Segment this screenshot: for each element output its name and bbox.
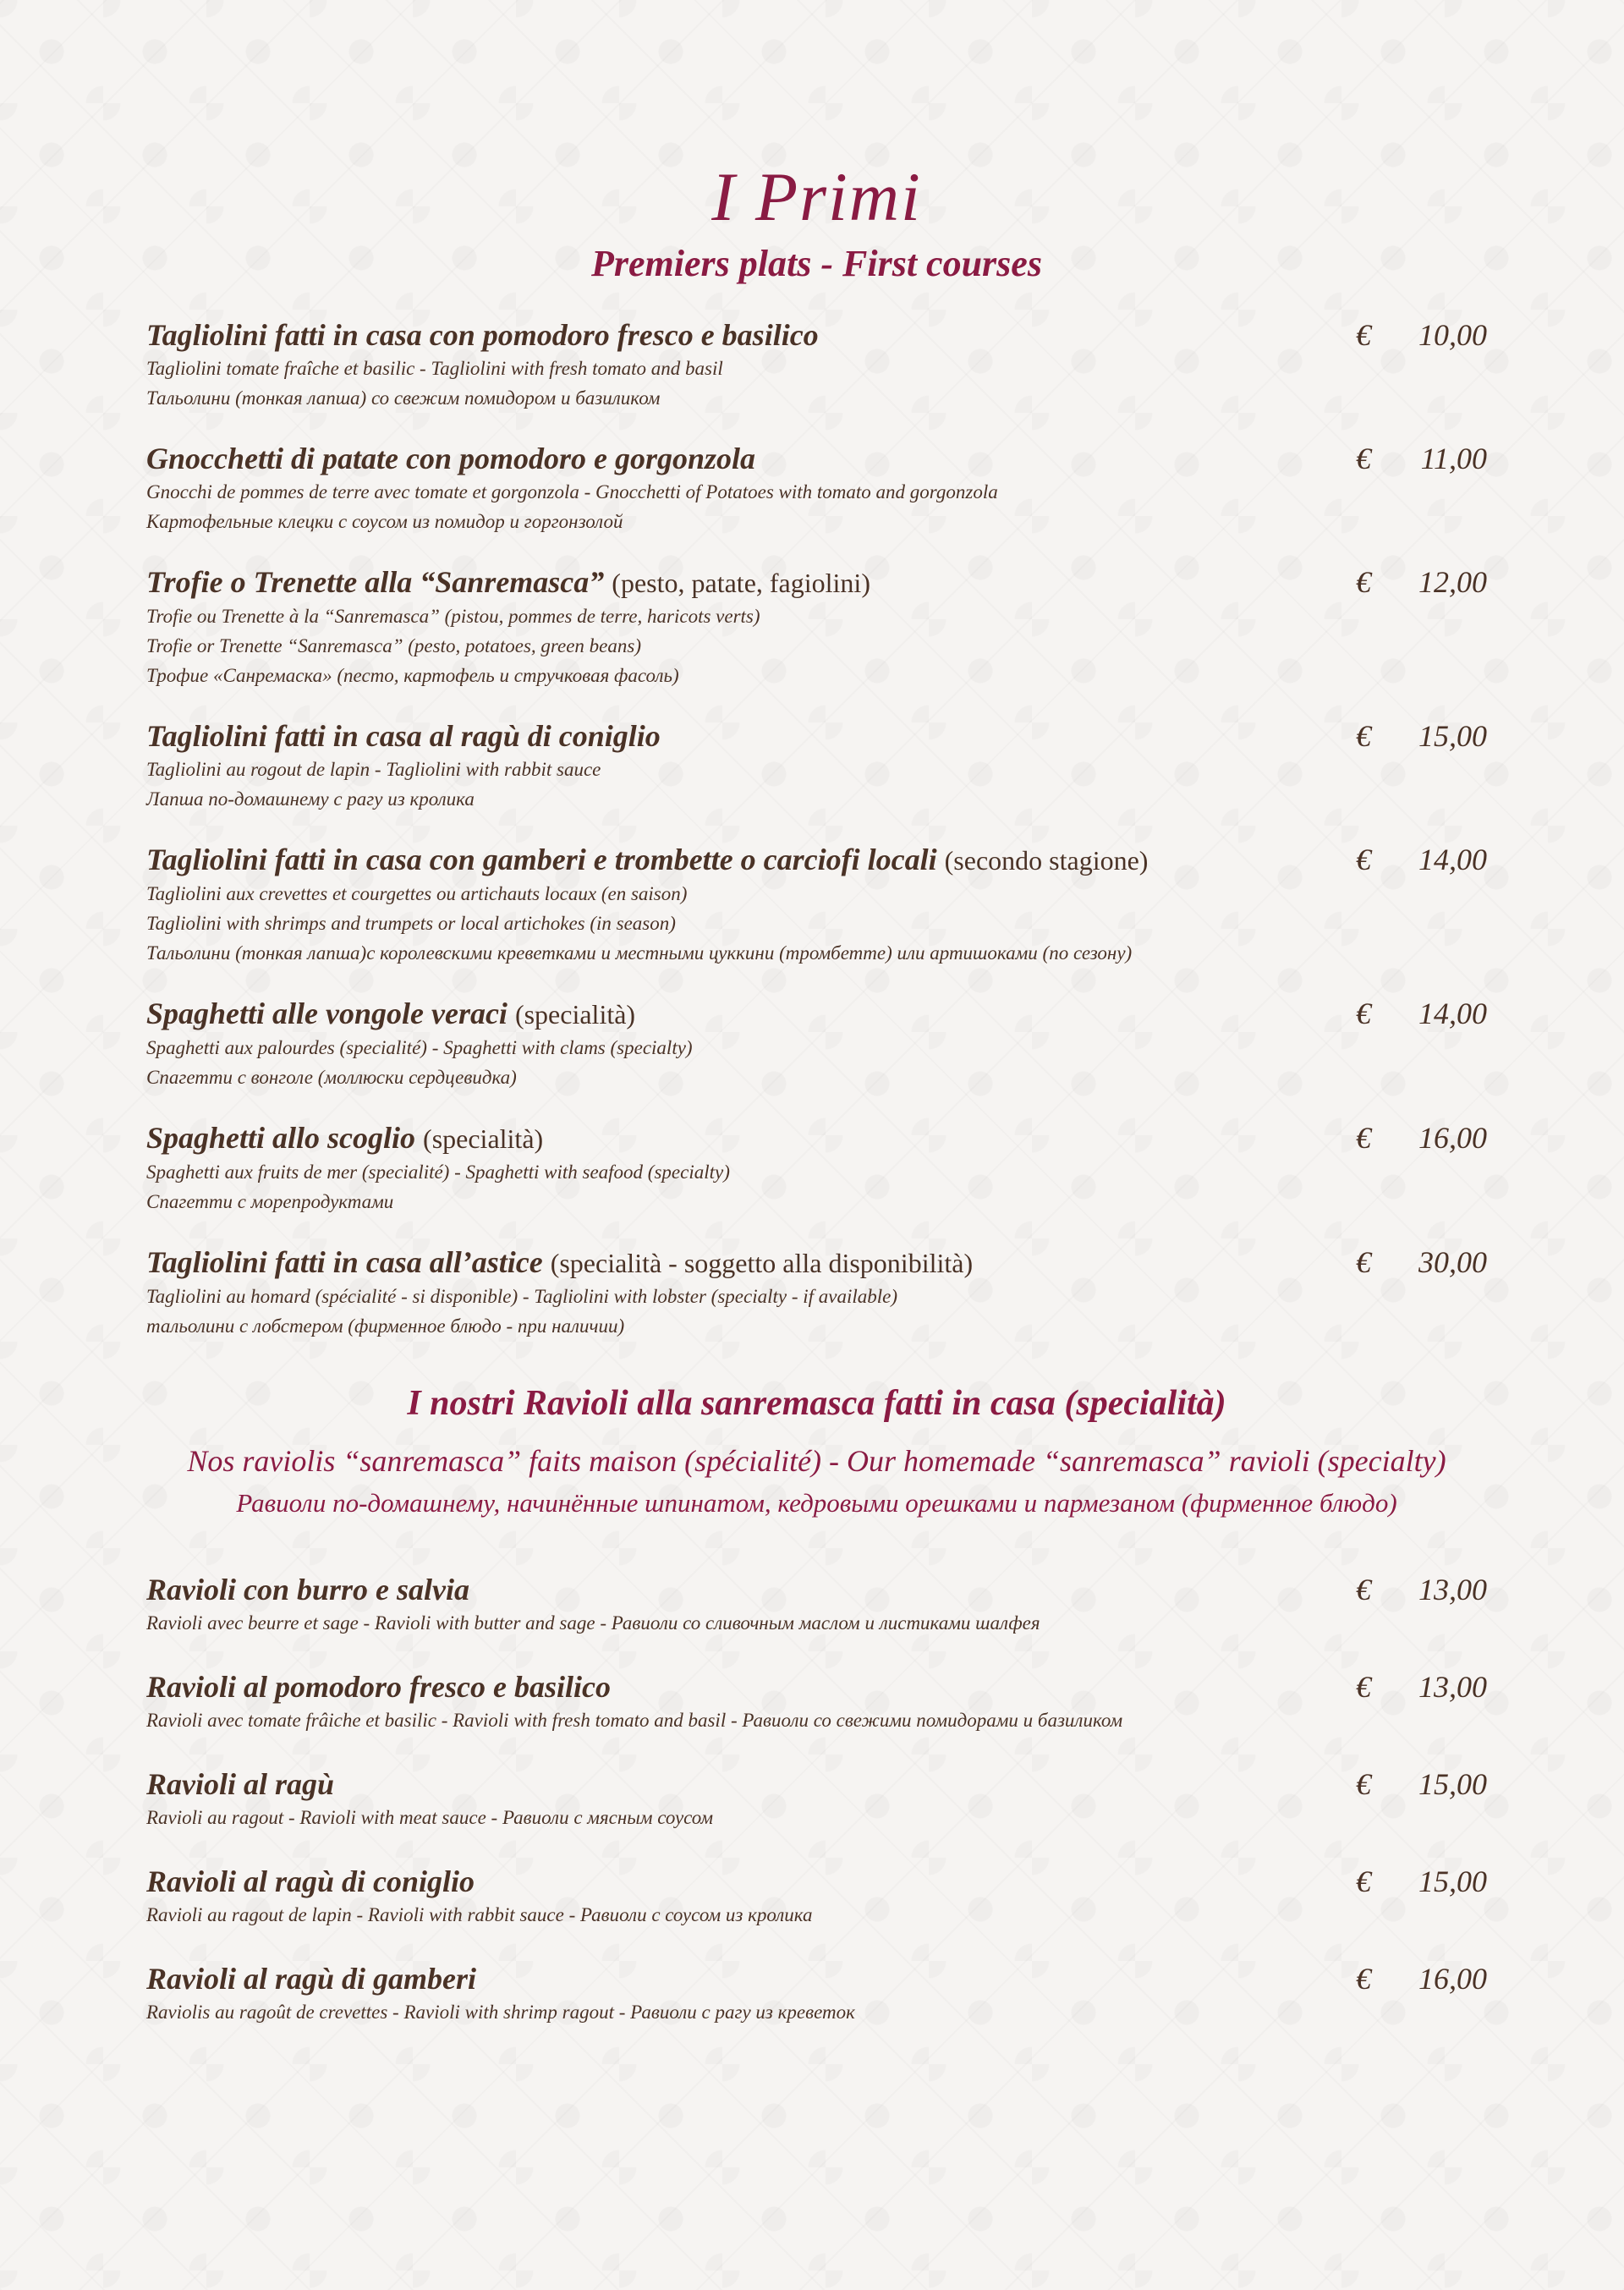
- page-title: I Primi: [711, 158, 922, 235]
- menu-item: [146, 563, 1487, 690]
- item-description: Tagliolini au homard (spécialité - si disponible) - Tagliolini with lobster (specialty - if available): [146, 1286, 898, 1307]
- price-amount: 30,00: [1418, 1245, 1487, 1279]
- item-description: Тальолини (тонкая лапша) со свежим помидором и базиликом: [146, 387, 661, 409]
- currency-symbol: €: [1356, 1767, 1371, 1801]
- price-amount: 13,00: [1418, 1573, 1487, 1606]
- menu-item: [146, 1244, 1487, 1341]
- currency-symbol: €: [1356, 318, 1371, 352]
- item-name: Trofie o Trenette alla “Sanremasca”: [146, 565, 605, 599]
- item-name: Tagliolini fatti in casa al ragù di coniglio: [146, 719, 661, 753]
- item-title-line: [146, 1244, 1318, 1282]
- item-description: Ravioli au ragout - Ravioli with meat sauce - Равиоли с мясным соусом: [146, 1807, 714, 1828]
- page-subtitle: Premiers plats - First courses: [591, 243, 1042, 284]
- item-title-line: [146, 1668, 1318, 1705]
- menu-item: [146, 1119, 1487, 1216]
- item-note: (pesto, patate, fagiolini): [612, 568, 870, 598]
- item-name: Ravioli al ragù: [146, 1767, 335, 1801]
- menu-item: [146, 316, 1487, 413]
- item-name: Gnocchetti di patate con pomodoro e gorgonzola: [146, 442, 755, 475]
- item-description: Ravioli avec beurre et sage - Ravioli with butter and sage - Равиоли со сливочным маслом и листиками шалфея: [146, 1612, 1040, 1634]
- item-title-line: [146, 440, 1318, 477]
- currency-symbol: €: [1356, 1245, 1371, 1279]
- item-title-line: [146, 563, 1318, 601]
- currency-symbol: €: [1356, 1573, 1371, 1606]
- price-amount: 15,00: [1418, 1767, 1487, 1801]
- item-note: (specialità - soggetto alla disponibilità): [550, 1248, 974, 1278]
- currency-symbol: €: [1356, 997, 1371, 1030]
- item-description: Спагетти с морепродуктами: [146, 1191, 394, 1212]
- price-amount: 14,00: [1418, 997, 1487, 1030]
- item-title-line: [146, 1766, 1318, 1803]
- item-title-line: [146, 1119, 1318, 1157]
- item-description: Tagliolini au rogout de lapin - Tagliolini with rabbit sauce: [146, 759, 601, 780]
- item-description: Тальолини (тонкая лапша)с королевскими креветками и местными цуккини (тромбетте) или артишоками (по сезону): [146, 942, 1133, 964]
- ravioli-section-title: I nostri Ravioli alla sanremasca fatti in casa (specialità): [407, 1384, 1226, 1423]
- item-title-line: [146, 717, 1318, 755]
- price-amount: 12,00: [1418, 565, 1487, 599]
- item-description: Raviolis au ragoût de crevettes - Ravioli with shrimp ragout - Равиоли с рагу из креветок: [146, 2002, 855, 2023]
- price-amount: 10,00: [1418, 318, 1487, 352]
- item-name: Tagliolini fatti in casa con gamberi e trombette o carciofi locali: [146, 843, 937, 876]
- currency-symbol: €: [1356, 843, 1371, 876]
- menu-item: [146, 1571, 1487, 1638]
- item-description: Лапша по-домашнему с рагу из кролика: [146, 788, 475, 810]
- ravioli-list: [146, 1571, 1487, 2027]
- item-description: Ravioli avec tomate frâiche et basilic - Ravioli with fresh tomato and basil - Равиоли со свежими помидорами и базиликом: [146, 1710, 1123, 1731]
- item-name: Spaghetti allo scoglio: [146, 1121, 416, 1155]
- menu-item: [146, 1766, 1487, 1832]
- item-name: Spaghetti alle vongole veraci: [146, 997, 508, 1030]
- item-description: Картофельные клецки с соусом из помидор и горгонзолой: [146, 511, 623, 532]
- currency-symbol: €: [1356, 1121, 1371, 1155]
- item-description: тальолини с лобстером (фирменное блюдо - при наличии): [146, 1315, 625, 1337]
- item-description: Трофие «Санремаска» (песто, картофель и стручковая фасоль): [146, 665, 679, 686]
- item-name: Tagliolini fatti in casa con pomodoro fresco e basilico: [146, 318, 819, 352]
- item-description: Spaghetti aux fruits de mer (specialité) - Spaghetti with seafood (specialty): [146, 1161, 730, 1183]
- item-description: Tagliolini aux crevettes et courgettes ou artichauts locaux (en saison): [146, 883, 688, 904]
- item-description: Tagliolini tomate fraîche et basilic - Tagliolini with fresh tomato and basil: [146, 358, 723, 379]
- item-title-line: [146, 841, 1318, 879]
- item-note: (specialità): [514, 999, 636, 1030]
- menu-item: [146, 1863, 1487, 1930]
- item-description: Спагетти с вонголе (моллюски сердцевидка): [146, 1067, 517, 1088]
- menu-item: [146, 1668, 1487, 1735]
- currency-symbol: €: [1356, 1864, 1371, 1898]
- ravioli-section-subtitle: Nos raviolis “sanremasca” faits maison (spécialité) - Our homemade “sanremasca” ravioli (specialty): [187, 1444, 1446, 1478]
- item-title-line: [146, 1571, 1318, 1608]
- item-name: Ravioli al ragù di gamberi: [146, 1962, 477, 1996]
- menu-item: [146, 995, 1487, 1092]
- item-description: Trofie ou Trenette à la “Sanremasca” (pistou, pommes de terre, haricots verts): [146, 606, 760, 627]
- item-description: Gnocchi de pommes de terre avec tomate et gorgonzola - Gnocchetti of Potatoes with tomato and gorgonzola: [146, 481, 998, 502]
- price-amount: 16,00: [1418, 1962, 1487, 1996]
- menu-item: [146, 440, 1487, 536]
- currency-symbol: €: [1356, 565, 1371, 599]
- price-amount: 15,00: [1418, 719, 1487, 753]
- item-title-line: [146, 995, 1318, 1033]
- primi-list: [146, 316, 1487, 1341]
- currency-symbol: €: [1356, 1670, 1371, 1704]
- item-name: Ravioli con burro e salvia: [146, 1573, 470, 1606]
- item-note: (secondo stagione): [944, 845, 1149, 876]
- currency-symbol: €: [1356, 1962, 1371, 1996]
- price-amount: 14,00: [1418, 843, 1487, 876]
- item-description: Spaghetti aux palourdes (specialité) - Spaghetti with clams (specialty): [146, 1037, 693, 1058]
- item-name: Ravioli al pomodoro fresco e basilico: [146, 1670, 611, 1704]
- item-description: Trofie or Trenette “Sanremasca” (pesto, potatoes, green beans): [146, 635, 641, 656]
- menu-item: [146, 717, 1487, 814]
- item-name: Tagliolini fatti in casa all’astice: [146, 1245, 543, 1279]
- ravioli-section-subtitle-ru: Равиоли по-домашнему, начинённые шпинатом, кедровыми орешками и пармезаном (фирменное блюдо): [236, 1488, 1397, 1518]
- price-amount: 11,00: [1420, 442, 1487, 475]
- item-name: Ravioli al ragù di coniglio: [146, 1864, 475, 1898]
- item-note: (specialità): [423, 1123, 544, 1154]
- item-description: Ravioli au ragout de lapin - Ravioli with rabbit sauce - Равиоли с соусом из кролика: [146, 1904, 813, 1925]
- menu-item: [146, 841, 1487, 968]
- price-amount: 13,00: [1418, 1670, 1487, 1704]
- item-title-line: [146, 1863, 1318, 1900]
- price-amount: 15,00: [1418, 1864, 1487, 1898]
- currency-symbol: €: [1356, 442, 1371, 475]
- currency-symbol: €: [1356, 719, 1371, 753]
- item-title-line: [146, 1960, 1318, 1997]
- item-description: Tagliolini with shrimps and trumpets or local artichokes (in season): [146, 913, 676, 934]
- menu-item: [146, 1960, 1487, 2027]
- price-amount: 16,00: [1418, 1121, 1487, 1155]
- menu-page: [146, 0, 1487, 2057]
- item-title-line: [146, 316, 1318, 354]
